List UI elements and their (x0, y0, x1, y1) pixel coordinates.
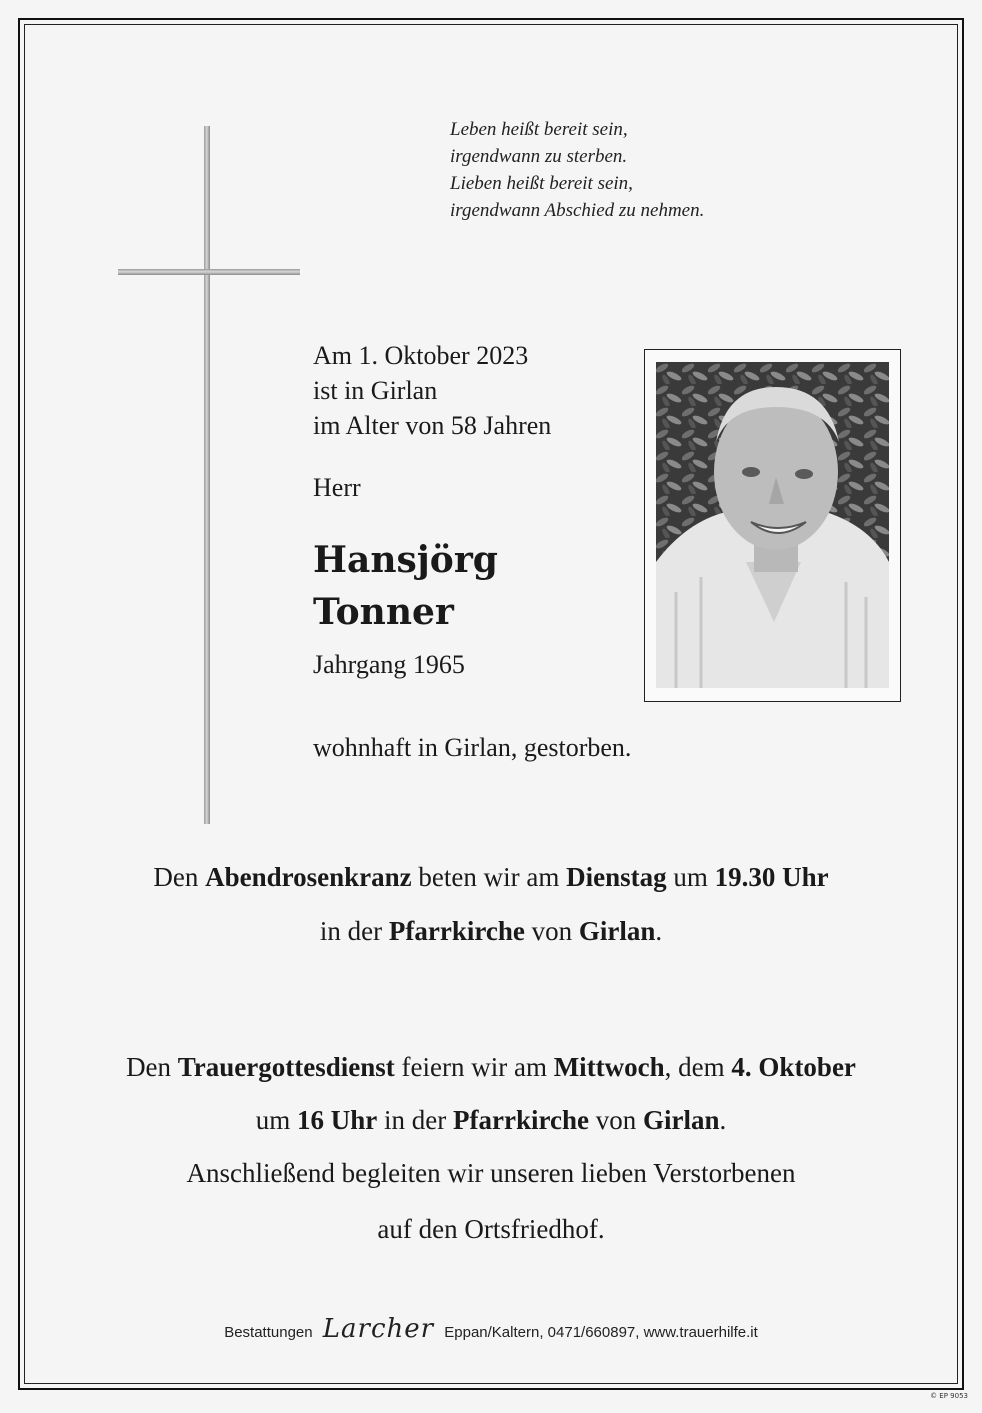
body-text: Anschließend begleiten wir unseren lieben Verstorbenen (186, 1158, 796, 1188)
portrait-photo (656, 362, 889, 688)
emphasis-text: Mittwoch (553, 1052, 665, 1082)
portrait-frame (644, 349, 901, 702)
body-text: feiern wir am (394, 1052, 554, 1082)
first-name: Hansjörg (313, 539, 498, 581)
copyright-note: © EP 9053 (930, 1392, 968, 1400)
emphasis-text: 19.30 Uhr (714, 862, 829, 892)
service-line-1 (30, 1052, 952, 1083)
body-text: Den (126, 1052, 178, 1082)
body-text: von (524, 916, 579, 946)
poem-line: irgendwann zu sterben. (450, 146, 628, 167)
deceased-name (313, 534, 498, 638)
body-text: um (255, 1105, 298, 1135)
emphasis-text: Pfarrkirche (453, 1105, 589, 1135)
cross-bar (118, 269, 300, 275)
emphasis-text: Abendrosenkranz (205, 862, 412, 892)
body-text: beten wir am (411, 862, 567, 892)
poem (450, 116, 704, 224)
funeral-home-logo: Larcher (322, 1314, 435, 1344)
funeral-home-footer (0, 1314, 982, 1344)
body-text: . (719, 1105, 727, 1135)
poem-line: irgendwann Abschied zu nehmen. (450, 200, 705, 221)
intro-place: ist in Girlan (313, 376, 438, 405)
footer-prefix: Bestattungen (224, 1324, 313, 1341)
intro-date: Am 1. Oktober 2023 (313, 341, 529, 370)
death-notice-intro (313, 338, 551, 443)
salutation: Herr (313, 473, 361, 502)
footer-contact: Eppan/Kaltern, 0471/660897, www.trauerhilfe.it (444, 1324, 758, 1341)
body-text: in der (319, 916, 389, 946)
emphasis-text: Dienstag (566, 862, 667, 892)
body-text: auf den Ortsfriedhof. (377, 1214, 605, 1244)
service-line-4 (30, 1214, 952, 1245)
body-text: um (666, 862, 715, 892)
rosary-line-1 (30, 862, 952, 893)
emphasis-text: Trauergottesdienst (177, 1052, 395, 1082)
last-name: Tonner (313, 591, 454, 633)
emphasis-text: 4. Oktober (731, 1052, 856, 1082)
emphasis-text: Girlan (642, 1105, 720, 1135)
body-text: . (655, 916, 663, 946)
emphasis-text: Pfarrkirche (388, 916, 525, 946)
poem-line: Leben heißt bereit sein, (450, 119, 628, 140)
body-text: von (588, 1105, 643, 1135)
body-text: in der (377, 1105, 454, 1135)
emphasis-text: Girlan (578, 916, 656, 946)
rosary-line-2 (30, 916, 952, 947)
body-text: , dem (664, 1052, 732, 1082)
cross-icon (204, 126, 210, 824)
poem-line: Lieben heißt bereit sein, (450, 173, 633, 194)
body-text: Den (153, 862, 206, 892)
residence-line: wohnhaft in Girlan, gestorben. (313, 733, 632, 762)
service-line-3 (30, 1158, 952, 1189)
service-line-2 (30, 1105, 952, 1136)
birth-year: Jahrgang 1965 (313, 650, 465, 679)
intro-age: im Alter von 58 Jahren (313, 411, 552, 440)
emphasis-text: 16 Uhr (297, 1105, 378, 1135)
